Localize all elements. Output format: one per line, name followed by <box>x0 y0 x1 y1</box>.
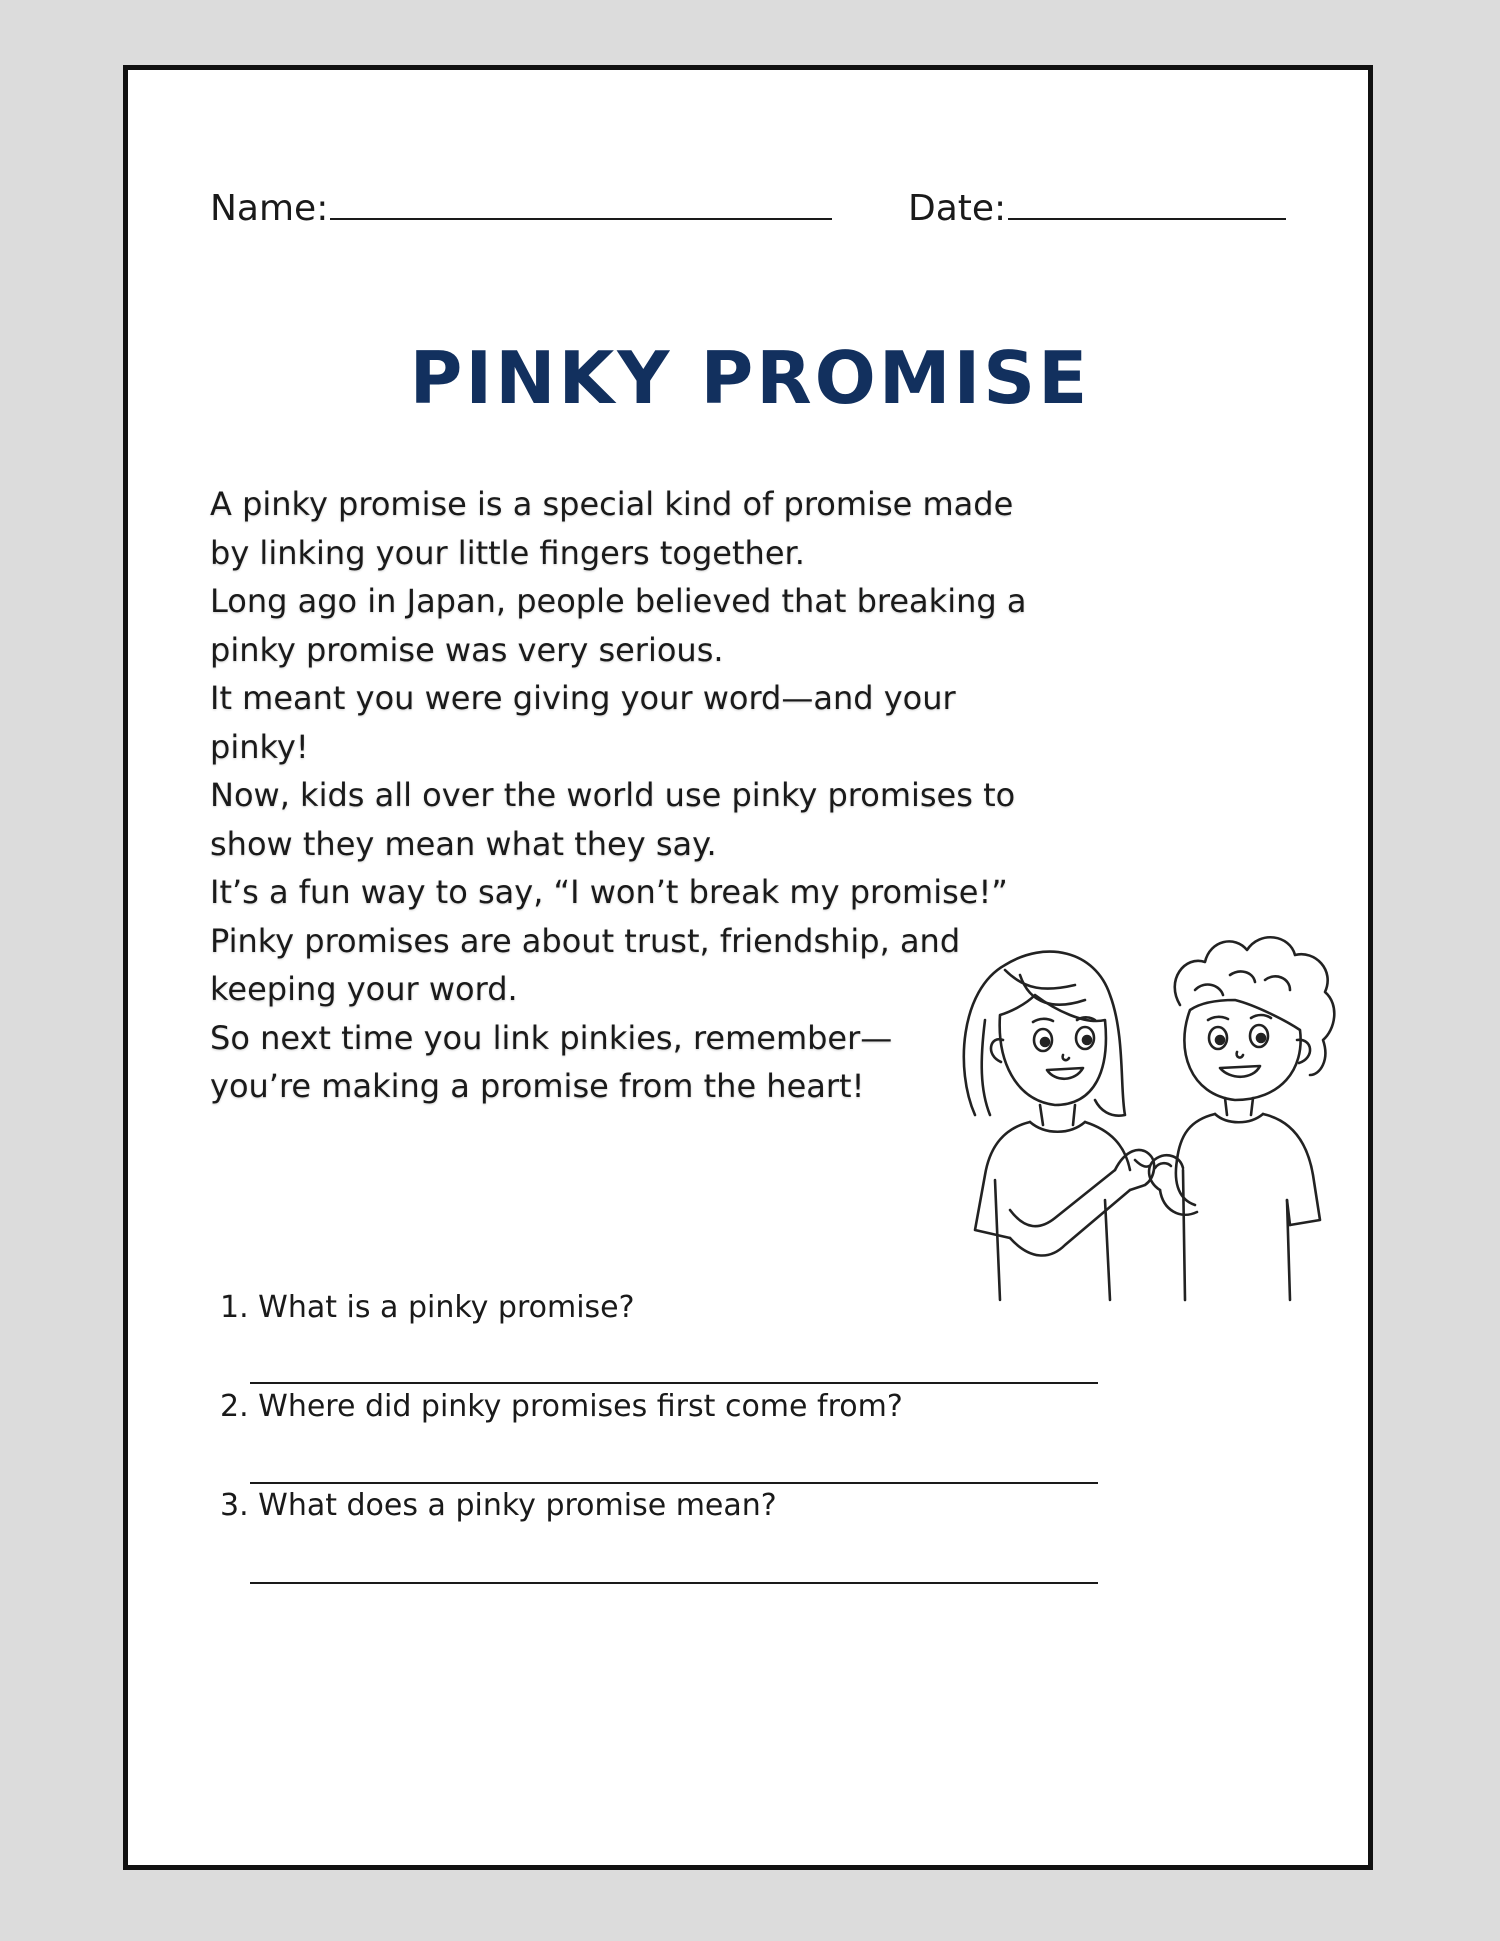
passage-line: show they mean what they say. <box>210 824 717 863</box>
passage-line: It meant you were giving your word—and your <box>210 679 956 717</box>
date-blank-line[interactable] <box>1008 217 1286 220</box>
kids-pinky-promise-illustration <box>935 900 1355 1305</box>
passage-line: Now, kids all over the world use pinky promises to <box>210 776 1016 814</box>
passage-line: pinky! <box>210 727 309 766</box>
answer-line-1[interactable] <box>250 1382 1098 1384</box>
question-1: 1. What is a pinky promise? <box>220 1290 635 1325</box>
question-3: 3. What does a pinky promise mean? <box>220 1488 777 1523</box>
passage-line: you’re making a promise from the heart! <box>210 1067 865 1105</box>
boy-figure <box>1149 937 1334 1300</box>
passage-line: So next time you link pinkies, remember— <box>210 1018 893 1057</box>
passage-line: A pinky promise is a special kind of promise made <box>210 485 1014 523</box>
name-label: Name: <box>210 188 329 229</box>
passage-line: It’s a fun way to say, “I won’t break my promise!” <box>210 873 1008 911</box>
date-field[interactable] <box>908 188 1286 229</box>
passage-line: keeping your word. <box>210 970 518 1008</box>
page-title: PINKY PROMISE <box>409 336 1091 420</box>
name-blank-line[interactable] <box>330 217 832 220</box>
passage-line: Pinky promises are about trust, friendship, and <box>210 921 961 960</box>
date-label: Date: <box>908 188 1007 229</box>
answer-line-3[interactable] <box>250 1582 1098 1584</box>
girl-figure <box>964 952 1154 1300</box>
question-2: 2. Where did pinky promises first come from? <box>220 1389 903 1424</box>
name-field[interactable] <box>210 188 832 229</box>
header-row <box>0 188 1500 248</box>
answer-line-2[interactable] <box>250 1482 1098 1484</box>
passage-line: Long ago in Japan, people believed that breaking a <box>210 582 1027 620</box>
passage-line: by linking your little fingers together. <box>210 533 805 572</box>
passage-line: pinky promise was very serious. <box>210 630 724 669</box>
